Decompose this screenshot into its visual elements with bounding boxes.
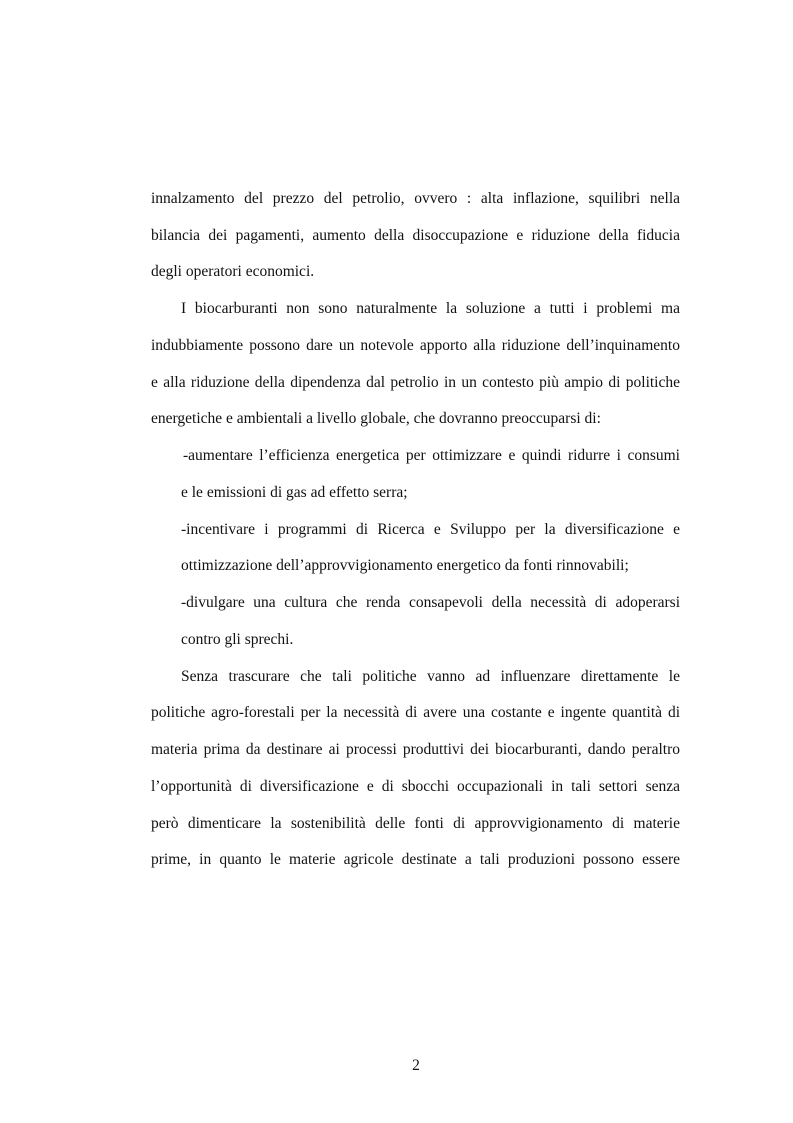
list-item-line: -incentivare i programmi di Ricerca e Sviluppo per la diversificazione e	[181, 521, 680, 538]
text-line: degli operatori economici.	[151, 263, 315, 280]
list-item-line: ottimizzazione dell’approvvigionamento energetico da fonti rinnovabili;	[181, 557, 629, 574]
list-item-line: -aumentare l’efficienza energetica per ottimizzare e quindi ridurre i consumi	[183, 447, 680, 464]
text-line: prime, in quanto le materie agricole destinate a tali produzioni possono essere	[151, 851, 680, 868]
text-line: bilancia dei pagamenti, aumento della disoccupazione e riduzione della fiducia	[151, 227, 680, 244]
text-line: materia prima da destinare ai processi produttivi dei biocarburanti, dando peraltro	[151, 741, 680, 758]
text-line: però dimenticare la sostenibilità delle fonti di approvvigionamento di materie	[151, 815, 680, 832]
text-line: l’opportunità di diversificazione e di sbocchi occupazionali in tali settori senza	[151, 778, 680, 795]
list-item-line: -divulgare una cultura che renda consapevoli della necessità di adoperarsi	[181, 594, 680, 611]
text-line: innalzamento del prezzo del petrolio, ovvero : alta inflazione, squilibri nella	[151, 190, 680, 207]
text-line: I biocarburanti non sono naturalmente la soluzione a tutti i problemi ma	[181, 300, 680, 317]
text-line: Senza trascurare che tali politiche vanno ad influenzare direttamente le	[181, 668, 680, 685]
text-line: e alla riduzione della dipendenza dal petrolio in un contesto più ampio di politiche	[151, 374, 680, 391]
page-number: 2	[412, 1057, 420, 1074]
list-item-line: e le emissioni di gas ad effetto serra;	[181, 484, 408, 501]
text-line: indubbiamente possono dare un notevole apporto alla riduzione dell’inquinamento	[151, 337, 680, 354]
text-line: politiche agro-forestali per la necessità di avere una costante e ingente quantità di	[151, 704, 680, 721]
text-line: energetiche e ambientali a livello globale, che dovranno preoccuparsi di:	[151, 410, 601, 427]
list-item-line: contro gli sprechi.	[181, 631, 294, 648]
